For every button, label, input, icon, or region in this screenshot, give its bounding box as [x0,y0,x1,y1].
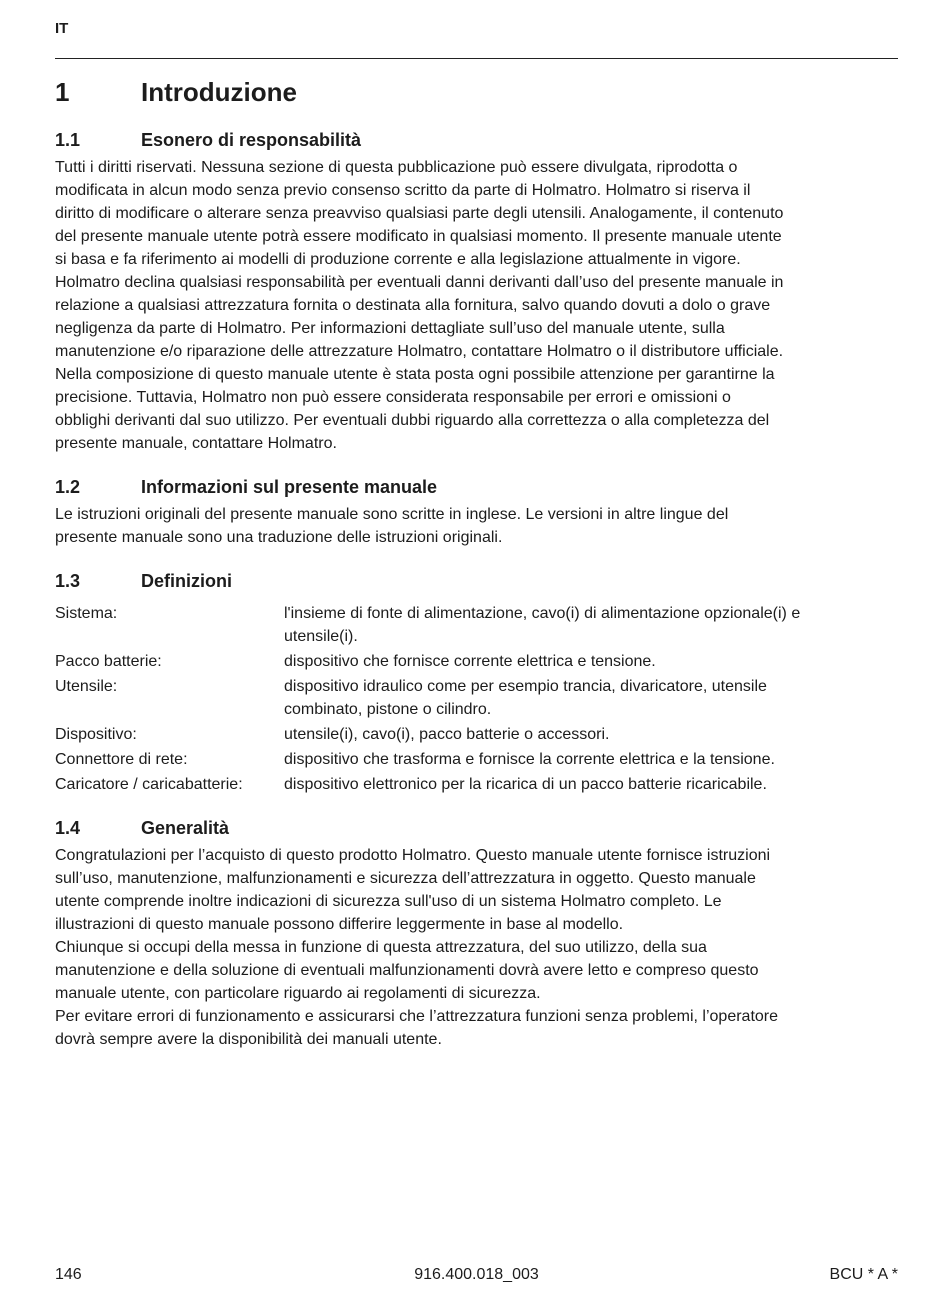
document-number: 916.400.018_003 [414,1266,539,1283]
definition-description: dispositivo che trasforma e fornisce la corrente elettrica e la tensione. [284,751,775,768]
definition-term: Utensile: [55,678,118,695]
model-code: BCU * A * [829,1266,898,1283]
definition-term: Caricatore / caricabatterie: [55,776,243,793]
page-number: 146 [55,1266,82,1283]
definition-term: Dispositivo: [55,726,137,743]
section-heading [55,569,898,593]
definition-description: dispositivo idraulico come per esempio trancia, divaricatore, utensile combinato, pistone o cilindro. [284,678,767,718]
section-disclaimer [55,128,898,455]
section-definitions [55,569,898,796]
definition-term: Pacco batterie: [55,653,162,670]
definition-row [55,602,898,648]
definition-description: dispositivo elettronico per la ricarica di un pacco batterie ricaricabile. [284,776,767,793]
page-content [55,76,898,1071]
header-rule [55,58,898,59]
page-footer [55,1266,898,1288]
section-number: 1.3 [55,571,81,591]
section-title: Generalità [141,818,230,838]
definition-term: Connettore di rete: [55,751,188,768]
section-text: Le istruzioni originali del presente manuale sono scritte in inglese. Le versioni in altre lingue del presente manuale sono una traduzione delle istruzioni originali. [55,506,729,546]
section-manual-info [55,475,898,549]
section-title: Esonero di responsabilità [141,130,362,150]
chapter-heading [55,76,898,108]
section-text: Congratulazioni per l’acquisto di questo prodotto Holmatro. Questo manuale utente fornisce istruzioni sull’uso, manutenzione, malfunzionamenti e sicurezza dell’attrezzatura in oggetto. Questo manuale utente comprende inoltre indicazioni di sicurezza sull'uso di un sistema Holmatro completo. Le illustrazioni di questo manuale possono differire leggermente in base al modello. Chiunque si occupi della messa in funzione di questa attrezzatura, del suo utilizzo, della sua manutenzione e della soluzione di eventuali malfunzionamenti dovrà avere letto e compreso questo manuale utente, con particolare riguardo ai regolamenti di sicurezza. Per evitare errori di funzionamento e assicurarsi che l’attrezzatura funzioni senza problemi, l’operatore dovrà sempre avere la disponibilità dei manuali utente. [55,847,779,1048]
chapter-number: 1 [55,77,70,107]
definition-description: utensile(i), cavo(i), pacco batterie o accessori. [284,726,610,743]
section-number: 1.2 [55,477,81,497]
section-heading [55,475,898,499]
section-title: Definizioni [141,571,232,591]
section-heading [55,816,898,840]
chapter-title: Introduzione [141,77,297,107]
definition-row [55,748,898,771]
section-number: 1.4 [55,818,81,838]
definition-row [55,773,898,796]
definition-row [55,650,898,673]
section-heading [55,128,898,152]
section-text: Tutti i diritti riservati. Nessuna sezione di questa pubblicazione può essere divulgata, riprodotta o modificata in alcun modo senza previo consenso scritto da parte di Holmatro. Holmatro si riserva il diritto di modificare o alterare senza preavviso qualsiasi parte degli utensili. Analogamente, il contenuto del presente manuale utente potrà essere modificato in qualsiasi momento. Il presente manuale utente si basa e fa riferimento ai modelli di produzione corrente e alla legislazione attualmente in vigore. Holmatro declina qualsiasi responsabilità per eventuali danni derivanti dall’uso del presente manuale in relazione a qualsiasi attrezzatura fornita o destinata alla fornitura, salvo quando dovuti a dolo o grave negligenza da parte di Holmatro. Per informazioni dettagliate sull’uso del manuale utente, sulla manutenzione e/o riparazione delle attrezzature Holmatro, contattare Holmatro o il distributore ufficiale. Nella composizione di questo manuale utente è stata posta ogni possibile attenzione per garantirne la precisione. Tuttavia, Holmatro non può essere considerata responsabile per errori e omissioni o obblighi derivanti dal suo utilizzo. Per eventuali dubbi riguardo alla correttezza o alla completezza del presente manuale, contattare Holmatro. [55,159,784,452]
definition-row [55,675,898,721]
definition-row [55,723,898,746]
section-number: 1.1 [55,130,81,150]
definition-description: dispositivo che fornisce corrente elettrica e tensione. [284,653,656,670]
language-code: IT [55,20,69,37]
definition-term: Sistema: [55,605,118,622]
section-title: Informazioni sul presente manuale [141,477,438,497]
definition-description: l'insieme di fonte di alimentazione, cavo(i) di alimentazione opzionale(i) e utensile(i). [284,605,801,645]
definition-list [55,602,898,796]
section-general [55,816,898,1051]
